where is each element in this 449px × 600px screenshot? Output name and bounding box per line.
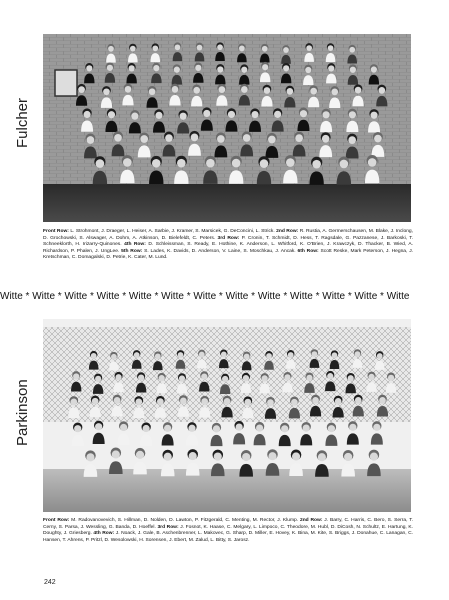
page-number: 242 — [44, 579, 56, 586]
person-face — [219, 86, 226, 93]
person-face — [120, 424, 127, 431]
person-face — [328, 425, 335, 432]
person-face — [189, 452, 197, 460]
person-face — [164, 453, 172, 461]
person-face — [332, 352, 338, 358]
person-face — [143, 425, 150, 432]
person-face — [331, 88, 338, 95]
person-face — [239, 46, 245, 52]
person-face — [175, 44, 181, 50]
person-face — [286, 158, 295, 167]
person-face — [197, 45, 203, 51]
caption-parkinson: Front Row: M. Radovanovevich, S. Hillman, D. Nolden, D. Lawton, P. Fitzgerald, C. Menting, M. Rector, J. Klump. 2nd Row: J. Barry, C. Harris, C. Bero, S. Serra, T. Cerny, S. Parsa, J. Wessling, G. Banda, D. Hoeffel. 3rd Row: J. Fosnot, K. Haase, C. Melgary, L. Limpoco, C. Theodore, M. Hubl, D. DiCosh, N. Schultz, E. Hartung, K. Doughty, J. Griesberg. 4th Row: J. Noack, J. Gale, B. Aschenbrenner, L. Makovec, G. Sharp, D. Miller, E. Hovey, K. Bina, M. Kite, S. Briggs, J. Donahue, C. Lanagan, C. Hansen, T. Ahrens, P. Pritzl, D. Wesolowski, H. Sorensen, J. Ebert, M. Zalud, L. Bitty, S. Jarosz. — [43, 518, 414, 543]
person-face — [291, 399, 298, 406]
person-face — [260, 159, 269, 168]
person-face — [201, 373, 207, 379]
person-face — [244, 354, 250, 360]
person-face — [83, 111, 90, 118]
person-face — [224, 398, 231, 405]
person-face — [355, 87, 362, 94]
person-face — [155, 112, 162, 119]
person-face — [348, 375, 354, 381]
person-face — [112, 450, 120, 458]
person-face — [91, 353, 97, 359]
person-face — [115, 374, 121, 380]
person-face — [268, 136, 276, 144]
person-face — [86, 453, 94, 461]
person-face — [74, 425, 81, 432]
person-face — [199, 352, 205, 358]
person-face — [134, 352, 140, 358]
person-face — [188, 425, 195, 432]
group-photo-fulcher — [43, 34, 411, 222]
person-face — [303, 424, 310, 431]
person-face — [267, 399, 274, 406]
person-face — [378, 87, 385, 94]
person-face — [70, 398, 77, 405]
person-face — [165, 134, 173, 142]
person-face — [191, 134, 199, 142]
person-face — [262, 46, 268, 52]
person-face — [268, 452, 276, 460]
person-face — [306, 375, 312, 381]
person-face — [108, 111, 115, 118]
person-face — [281, 425, 288, 432]
person-face — [149, 88, 156, 95]
person-face — [241, 86, 248, 93]
person-face — [201, 398, 208, 405]
person-face — [264, 87, 271, 94]
section-label-parkinson: Parkinson — [14, 379, 31, 446]
person-face — [193, 87, 200, 94]
person-face — [312, 397, 319, 404]
person-face — [262, 375, 268, 381]
person-face — [195, 65, 201, 71]
person-face — [288, 352, 294, 358]
person-face — [243, 375, 249, 381]
person-face — [135, 399, 142, 406]
person-face — [177, 159, 186, 168]
witte-banner: Witte * Witte * Witte * Witte * Witte * Witte * Witte * Witte * Witte * Witte * Witte * Witte * Witte — [0, 291, 410, 302]
person-face — [221, 351, 227, 357]
person-face — [266, 353, 272, 359]
person-face — [172, 86, 179, 93]
person-face — [241, 67, 247, 73]
person-face — [251, 111, 258, 118]
person-face — [371, 66, 377, 72]
person-face — [286, 88, 293, 95]
person-face — [92, 398, 99, 405]
person-face — [374, 135, 382, 143]
person-face — [108, 46, 114, 52]
person-face — [87, 136, 95, 144]
person-face — [131, 113, 138, 120]
person-face — [318, 453, 326, 461]
person-face — [217, 66, 223, 72]
person-face — [283, 47, 289, 53]
person-face — [217, 44, 223, 50]
person-face — [274, 111, 281, 118]
person-face — [370, 452, 378, 460]
person-face — [136, 451, 144, 459]
person-face — [236, 423, 243, 430]
person-face — [174, 67, 180, 73]
person-face — [335, 398, 342, 405]
person-face — [203, 110, 210, 117]
person-face — [103, 88, 110, 95]
person-face — [295, 134, 303, 142]
person-face — [222, 376, 228, 382]
person-face — [283, 65, 289, 71]
section-label-fulcher: Fulcher — [14, 97, 31, 148]
person-face — [323, 111, 330, 118]
person-face — [96, 159, 105, 168]
person-face — [228, 111, 235, 118]
person-face — [206, 159, 215, 168]
person-face — [310, 88, 317, 95]
person-face — [350, 67, 356, 73]
person-face — [140, 135, 148, 143]
person-face — [73, 373, 79, 379]
person-face — [370, 112, 377, 119]
person-face — [262, 64, 268, 70]
person-face — [340, 160, 349, 169]
person-face — [217, 135, 225, 143]
person-face — [123, 158, 132, 167]
person-face — [213, 425, 220, 432]
person-face — [114, 134, 122, 142]
person-face — [284, 374, 290, 380]
person-face — [107, 65, 113, 71]
person-face — [327, 373, 333, 379]
photo-parkinson-image — [43, 319, 411, 512]
photo-fulcher-image — [43, 34, 411, 222]
person-face — [179, 375, 185, 381]
person-face — [328, 45, 334, 51]
person-face — [305, 67, 311, 73]
person-face — [312, 160, 321, 169]
person-face — [152, 45, 158, 51]
person-face — [111, 354, 117, 360]
person-face — [377, 353, 383, 359]
group-photo-parkinson — [43, 319, 411, 512]
person-face — [155, 353, 161, 359]
person-face — [242, 453, 250, 461]
person-face — [164, 425, 171, 432]
person-face — [312, 351, 318, 357]
person-face — [180, 397, 187, 404]
person-face — [153, 65, 159, 71]
person-face — [95, 376, 101, 382]
caption-fulcher: Front Row: L. Strohmont, J. Draeger, L. Heiser, A. Sarbie, J. Kramer, S. Marsicek, G. DeConcini, L. Strick. 2nd Row: R. Rustia, A. Germerschausen, M. Blake, J. Inclong, D. Grochowski, S. Alswager, A. Dohm, A. Atkinson, D. Bielefeldt, C. Peters. 3rd Row: P. Cronin, T. Schmidt, D. Hess, T. Ragsdale, G. Pazzanese, J. Barkoski, T. Schneeklorth, H. Irizarry-Quinones. 4th Row: D. Schleissman, S. Ready, E. Hothine, K. Anderson, L. Whitford, K. O'Brien, J. Krawczyk, D. Thacker, B. Wied, A. Richardson, P. Phalen, J. UngLee. 5th Row: S. Lades, K. Davids, D. Anderson, V. Laine, S. Moschkau, J. Ancak. 6th Row: Scott Reske, Mark Peterson, J. Hegna, J. Kretschman, C. Domagalski, D. Petrie, K. Cater, M. Lund. — [43, 229, 414, 261]
person-face — [348, 136, 356, 144]
person-face — [86, 65, 92, 71]
person-face — [178, 352, 184, 358]
person-face — [306, 45, 312, 51]
person-face — [355, 351, 361, 357]
person-face — [244, 399, 251, 406]
person-face — [180, 113, 187, 120]
person-face — [130, 46, 136, 52]
person-face — [344, 453, 352, 461]
person-face — [114, 397, 121, 404]
person-face — [368, 374, 374, 380]
person-face — [78, 86, 85, 93]
person-face — [379, 397, 386, 404]
person-face — [232, 159, 241, 168]
person-face — [256, 424, 263, 431]
person-face — [125, 86, 132, 93]
person-face — [292, 452, 300, 460]
person-face — [138, 374, 144, 380]
person-face — [349, 111, 356, 118]
person-face — [157, 398, 164, 405]
person-face — [388, 375, 394, 381]
person-face — [214, 452, 222, 460]
person-face — [373, 424, 380, 431]
person-face — [129, 65, 135, 71]
person-face — [322, 135, 330, 143]
person-face — [95, 423, 102, 430]
person-face — [328, 65, 334, 71]
person-face — [368, 158, 377, 167]
person-face — [349, 47, 355, 53]
person-face — [243, 134, 251, 142]
person-face — [152, 159, 161, 168]
person-face — [159, 375, 165, 381]
person-face — [300, 110, 307, 117]
person-face — [355, 397, 362, 404]
person-face — [349, 424, 356, 431]
